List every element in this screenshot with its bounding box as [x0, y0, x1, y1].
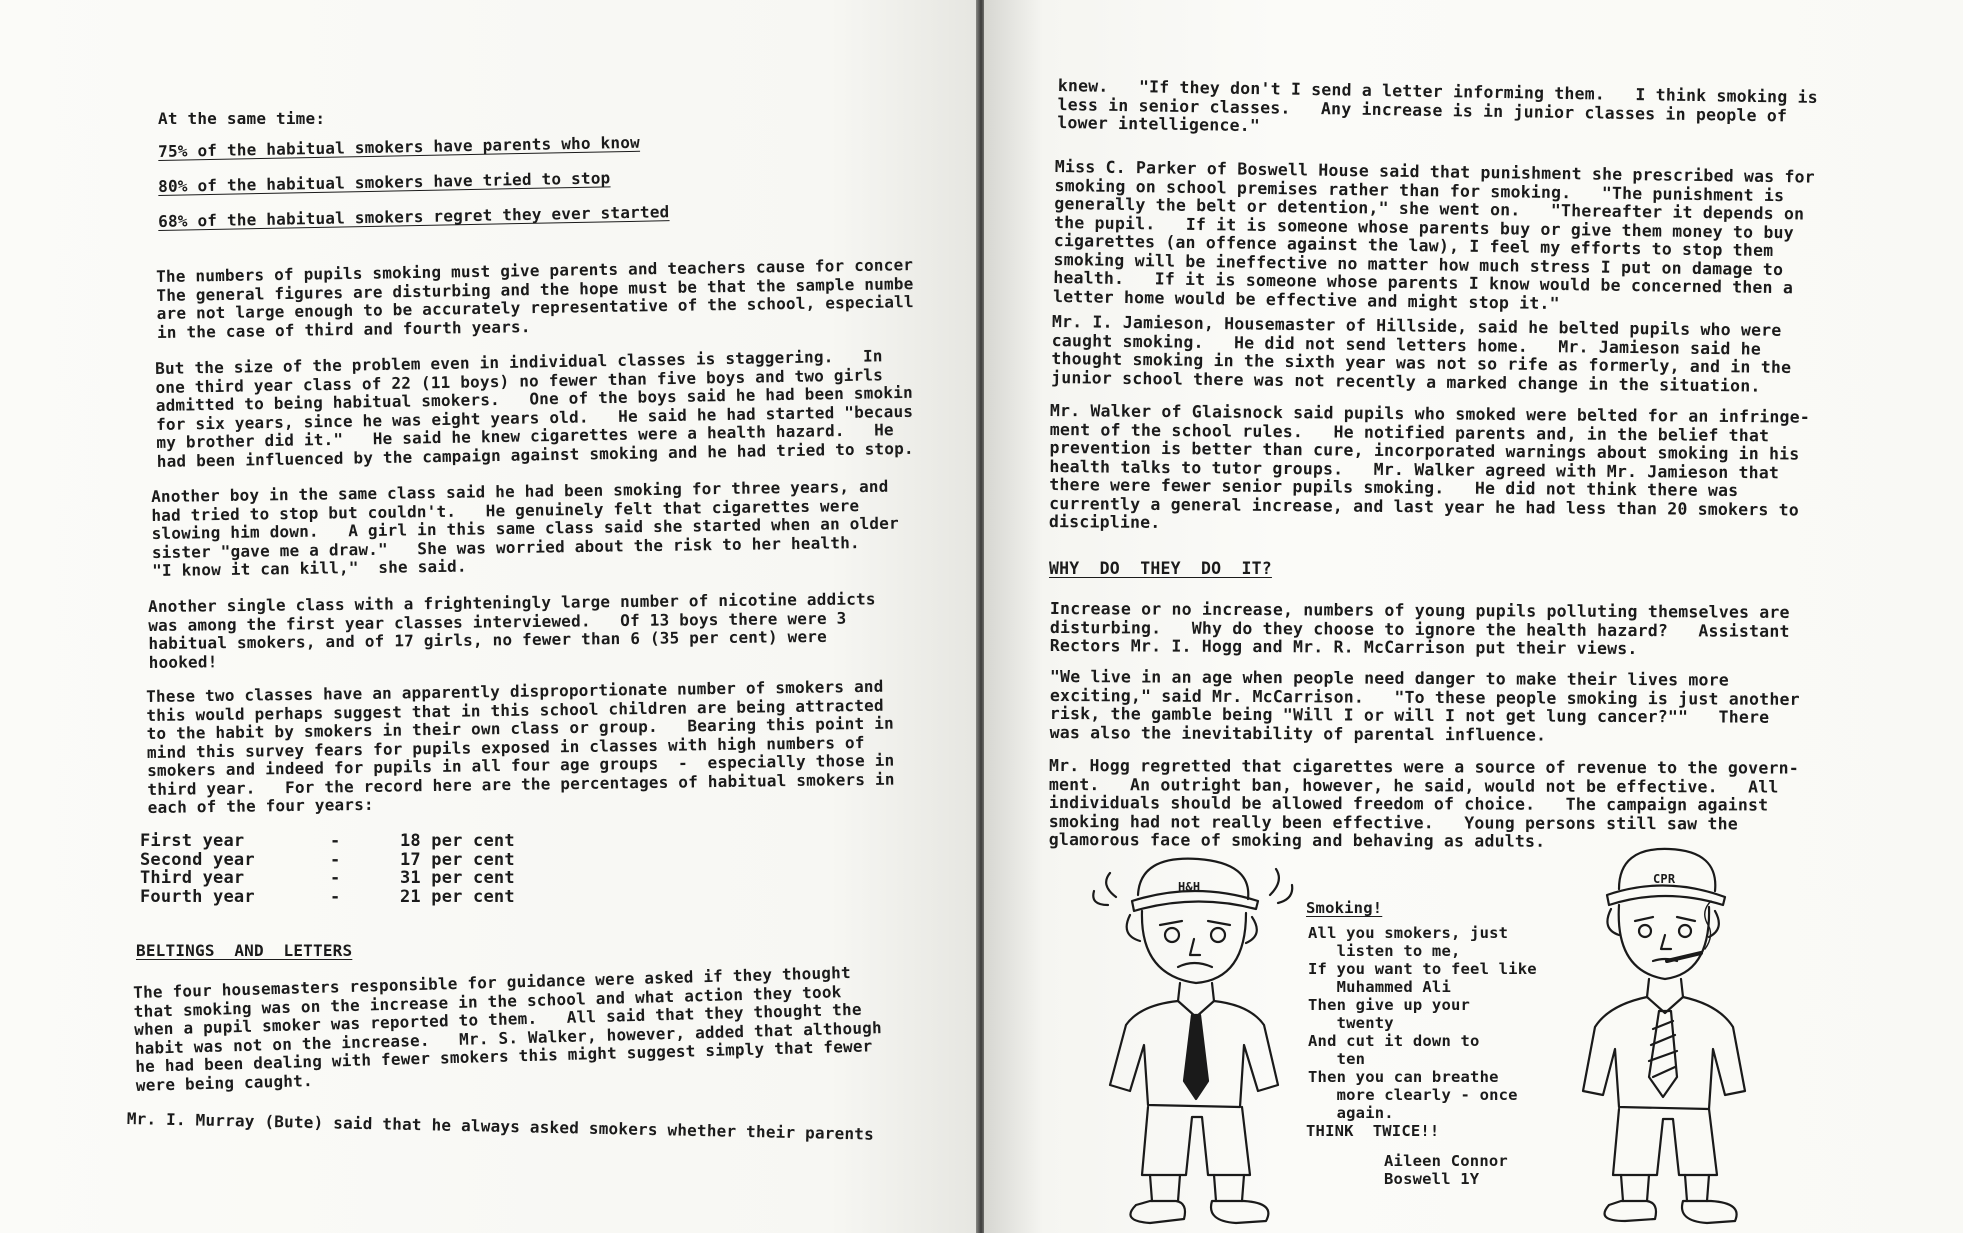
cartoon-boy-smoking	[1549, 845, 1789, 1225]
poem-line: And cut it down to	[1308, 1032, 1480, 1050]
right-shoe	[1211, 1201, 1268, 1223]
cigarette	[1667, 953, 1701, 961]
paragraph-knew: knew. "If they don't I send a letter informing them. I think smoking is less in senior classes. Any increase is in junior classes in people of lower intelligence."	[1057, 76, 1818, 136]
left-shoe	[1605, 1201, 1656, 1221]
year-value: 21 per cent	[400, 886, 515, 907]
paragraph-increase: Increase or no increase, numbers of young pupils polluting themselves are disturbing. Why do they choose to ignore the health hazard? Assistant Rectors Mr. I. Hogg and Mr. R. McCarrison put their views.	[1049, 599, 1790, 659]
necktie	[1184, 1015, 1208, 1099]
dash: -	[330, 849, 341, 870]
table-row	[140, 869, 515, 888]
dash: -	[330, 831, 341, 851]
shirt	[1583, 997, 1745, 1109]
paragraph-disproportionate: These two classes have an apparently disproportionate number of smokers and this would perhaps suggest that in this school children are being attracted to the habit by smokers in their own class or group. Bearing this point in mind this survey fears for pupils exposed in classes with high numbers of smokers and indeed for pupils in all four age groups - especially those in third year. For the record here are the percentages of habitual smokers in each of the four years:	[145, 676, 895, 817]
poem-title: Smoking!	[1306, 899, 1383, 917]
ears	[1607, 909, 1718, 937]
cap-label: H&H	[1178, 880, 1201, 894]
heading-why-do-they-do-it: WHY DO THEY DO IT?	[1049, 559, 1272, 578]
year-value: 31 per cent	[400, 868, 515, 888]
dash: -	[330, 868, 341, 888]
year-label: Third year	[140, 868, 245, 888]
poem-line: more clearly - once	[1308, 1086, 1518, 1104]
poem-line: listen to me,	[1308, 942, 1461, 960]
intro-line: At the same time:	[158, 109, 326, 128]
table-row	[140, 832, 515, 851]
year-label: Second year	[140, 849, 255, 870]
paragraph-walker: Mr. Walker of Glaisnock said pupils who smoked were belted for an infringe- ment of the school rules. He notified parents and, in the belief that prevention is better than cure, incorporated warnings about smoking in his health talks to tutor groups. Mr. Walker agreed with Mr. Jamieson that there were fewer senior pupils smoking. He did not think there was currently a general increase, and last year he had less than 20 smokers to discipline.	[1048, 401, 1811, 532]
left-shoe	[1130, 1201, 1185, 1223]
stat-line-tried-to-stop: 80% of the habitual smokers have tried to stop	[157, 168, 611, 196]
poem-line: Then you can breathe	[1308, 1068, 1499, 1086]
left-page	[0, 0, 978, 1233]
paragraph-jamieson: Mr. I. Jamieson, Housemaster of Hillside, said he belted pupils who were caught smoking. He did not send letters home. Mr. Jamieson said he thought smoking in the sixth year was not so rife as formerly, and in the junior school there was not recently a marked change in the situation.	[1051, 312, 1792, 396]
paragraph-first-year: Another single class with a frighteningly large number of nicotine addicts was among the first year classes interviewed. Of 13 boys there were 3 habitual smokers, and of 17 girls, no fewer than 6 (35 per cent) were hooked!	[147, 589, 876, 672]
paragraph-murray: Mr. I. Murray (Bute) said that he always asked smokers whether their parents	[126, 1109, 875, 1144]
cap-brim	[1132, 891, 1258, 911]
year-label: First year	[140, 831, 245, 851]
stat-line-parents-know: 75% of the habitual smokers have parents who know	[157, 132, 641, 161]
poem-line: THINK TWICE!!	[1306, 1122, 1440, 1140]
stat-line-regret: 68% of the habitual smokers regret they ever started	[157, 202, 670, 231]
heading-beltings-and-letters: BELTINGS AND LETTERS	[136, 941, 353, 960]
right-shoe	[1682, 1201, 1737, 1223]
right-page	[984, 0, 1963, 1233]
year-percentages-table	[140, 832, 515, 906]
poem-line: Muhammed Ali	[1308, 978, 1451, 996]
author-name: Aileen Connor	[1384, 1152, 1508, 1170]
paragraph-hogg: Mr. Hogg regretted that cigarettes were a source of revenue to the govern- ment. An outright ban, however, he said, would not be effective. All individuals should be allowed freedom of choice. The campaign against smoking had not really been effective. Young persons still saw the glamorous face of smoking and behaving as adults.	[1048, 756, 1799, 851]
year-value: 18 per cent	[400, 831, 515, 851]
dash: -	[330, 886, 341, 907]
shorts	[1142, 1107, 1250, 1175]
face-outline	[1142, 911, 1246, 983]
shorts	[1613, 1109, 1717, 1175]
paragraph-concern: The numbers of pupils smoking must give parents and teachers cause for concer The general figures are disturbing and the hope must be that the sample numbe are not large enough to be accurately representative of the school, especiall in the case of third and fourth years.	[155, 255, 914, 342]
cap-label: CPR	[1653, 872, 1676, 886]
table-row	[140, 888, 515, 907]
poem-line: again.	[1308, 1104, 1394, 1122]
author-class: Boswell 1Y	[1384, 1170, 1480, 1188]
poem-line: All you smokers, just	[1308, 924, 1509, 942]
year-label: Fourth year	[140, 886, 255, 907]
paragraph-mccarrison: "We live in an age when people need danger to make their lives more exciting," said Mr. McCarrison. "To these people smoking is just another risk, the gamble being "Will I or will I not get lung cancer?"" There was also the inevitability of parental influence.	[1049, 667, 1800, 745]
cap-brim	[1607, 885, 1725, 905]
cartoon-boy-frowning	[1080, 855, 1320, 1225]
ears	[1127, 915, 1257, 943]
poem-line: ten	[1308, 1050, 1366, 1068]
poem-line: twenty	[1308, 1014, 1394, 1032]
year-value: 17 per cent	[400, 849, 515, 870]
paragraph-parker: Miss C. Parker of Boswell House said that punishment she prescribed was for smoking on school premises rather than for smoking. "The punishment is generally the belt or detention," she went on. "Thereafter it depends on the pupil. If it is someone whose parents buy or give them money to buy cigarettes (an offence against the law), I feel my efforts to stop them smoking will be ineffective no matter how much stress I put on damage to health. If it is someone whose parents I know would be concerned then a letter home would be effective and might stop it."	[1052, 157, 1815, 313]
paragraph-staggering: But the size of the problem even in individual classes is staggering. In one third year class of 22 (11 boys) no fewer than five boys and two girls admitted to being habitual smokers. One of the boys said he had been smokin for six years, since he was eight years old. He said he had started "becaus my brother did it." He said he knew cigarettes were a health hazard. He had been influenced by the campaign against smoking and he had tried to stop.	[154, 346, 914, 471]
paragraph-housemasters: The four housemasters responsible for guidance were asked if they thought that smoking was on the increase in the school and what action they took when a pupil smoker was reported to them. All said that they thought the habit was not on the increase. Mr. S. Walker, however, added that although he had been dealing with fewer smokers this might suggest simply that fewer were being caught.	[132, 962, 883, 1095]
paragraph-another-boy: Another boy in the same class said he had been smoking for three years, and had tried to stop but couldn't. He genuinely felt that cigarettes were slowing him down. A girl in this same class said she started when an older sister "gave me a draw." She was worried about the risk to her health. "I know it can kill," she said.	[150, 476, 899, 580]
poem-line: Then give up your	[1308, 996, 1471, 1014]
table-row	[140, 851, 515, 870]
poem-line: If you want to feel like	[1308, 960, 1537, 978]
